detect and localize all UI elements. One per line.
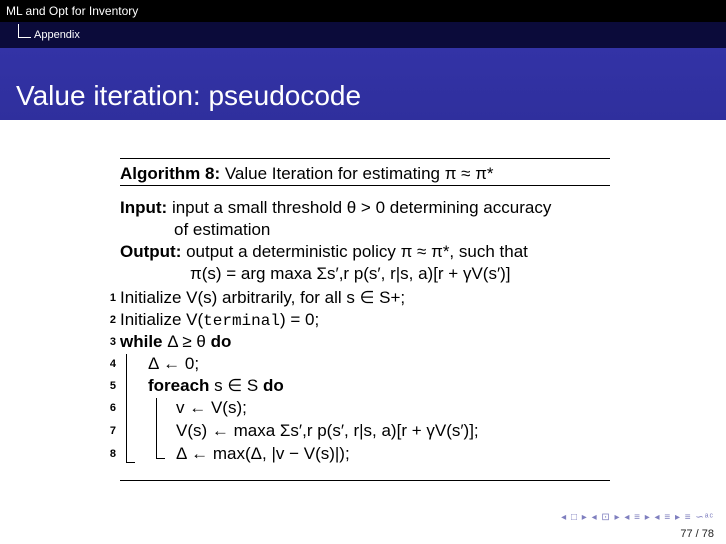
algo-line-2 bbox=[120, 310, 319, 330]
algo-line-6: v ← V(s); bbox=[176, 398, 247, 417]
tree-corner-icon bbox=[18, 24, 31, 38]
top-rule bbox=[120, 158, 610, 159]
header-subsection-bar bbox=[0, 22, 726, 48]
algo-line-5 bbox=[148, 376, 284, 396]
while-scope-bracket bbox=[126, 354, 135, 463]
beamer-navigation-icons[interactable]: ◂ □ ▸ ◂ ⊡ ▸ ◂ ≡ ▸ ◂ ≡ ▸ ≡ ∽ᵃᶜ bbox=[561, 512, 714, 523]
keyword-do: do bbox=[262, 376, 284, 395]
line-number: 5 bbox=[109, 380, 116, 392]
input-text-1: input a small threshold θ > 0 determining accuracy bbox=[171, 198, 552, 217]
algo-line-1: Initialize V(s) arbitrarily, for all s ∈ S+; bbox=[120, 288, 406, 307]
algo-line-3 bbox=[120, 332, 231, 352]
algorithm-caption bbox=[120, 164, 494, 184]
algo-line-4: Δ ← 0; bbox=[148, 354, 200, 373]
slide-title: Value iteration: pseudocode bbox=[16, 80, 362, 111]
algo-line-7: V(s) ← maxa Σs′,r p(s′, r|s, a)[r + γV(s′)]; bbox=[176, 421, 479, 440]
keyword-while: while bbox=[120, 332, 163, 351]
input-label: Input: bbox=[120, 198, 168, 217]
caption-rule bbox=[120, 185, 610, 186]
foreach-scope-bracket bbox=[156, 398, 165, 459]
slide-title-bar bbox=[0, 48, 726, 120]
page-number: 77 / 78 bbox=[680, 528, 714, 540]
output-text-2: π(s) = arg maxa Σs′,r p(s′, r|s, a)[r + γV(s′)] bbox=[190, 264, 511, 283]
output-text-1: output a deterministic policy π ≈ π*, such that bbox=[186, 242, 528, 261]
algo-line-5-text: s ∈ S bbox=[209, 376, 263, 395]
algorithm-caption-text: Value Iteration for estimating π ≈ π* bbox=[224, 164, 494, 183]
keyword-do: do bbox=[210, 332, 232, 351]
line-number: 3 bbox=[109, 336, 116, 348]
algorithm-label: Algorithm 8: bbox=[120, 164, 221, 183]
line-number: 1 bbox=[109, 292, 116, 304]
output-row bbox=[120, 242, 528, 262]
header-section-bar bbox=[0, 0, 726, 22]
line-number: 6 bbox=[109, 402, 116, 414]
algo-line-2-mono: terminal bbox=[203, 312, 280, 330]
output-label: Output: bbox=[120, 242, 182, 261]
section-title[interactable]: ML and Opt for Inventory bbox=[6, 4, 139, 18]
bottom-rule bbox=[120, 480, 610, 481]
algo-line-2-pre: Initialize V( bbox=[120, 310, 204, 329]
line-number: 2 bbox=[109, 314, 116, 326]
input-text-2: of estimation bbox=[174, 220, 271, 239]
line-number: 4 bbox=[109, 358, 116, 370]
keyword-foreach: foreach bbox=[148, 376, 210, 395]
algo-line-3-text: Δ ≥ θ bbox=[162, 332, 211, 351]
line-number: 7 bbox=[109, 425, 116, 437]
algo-line-8: Δ ← max(Δ, |v − V(s)|); bbox=[176, 444, 350, 463]
line-number: 8 bbox=[109, 448, 116, 460]
input-row bbox=[120, 198, 551, 218]
algo-line-2-post: ) = 0; bbox=[279, 310, 320, 329]
subsection-title[interactable]: Appendix bbox=[34, 29, 80, 41]
